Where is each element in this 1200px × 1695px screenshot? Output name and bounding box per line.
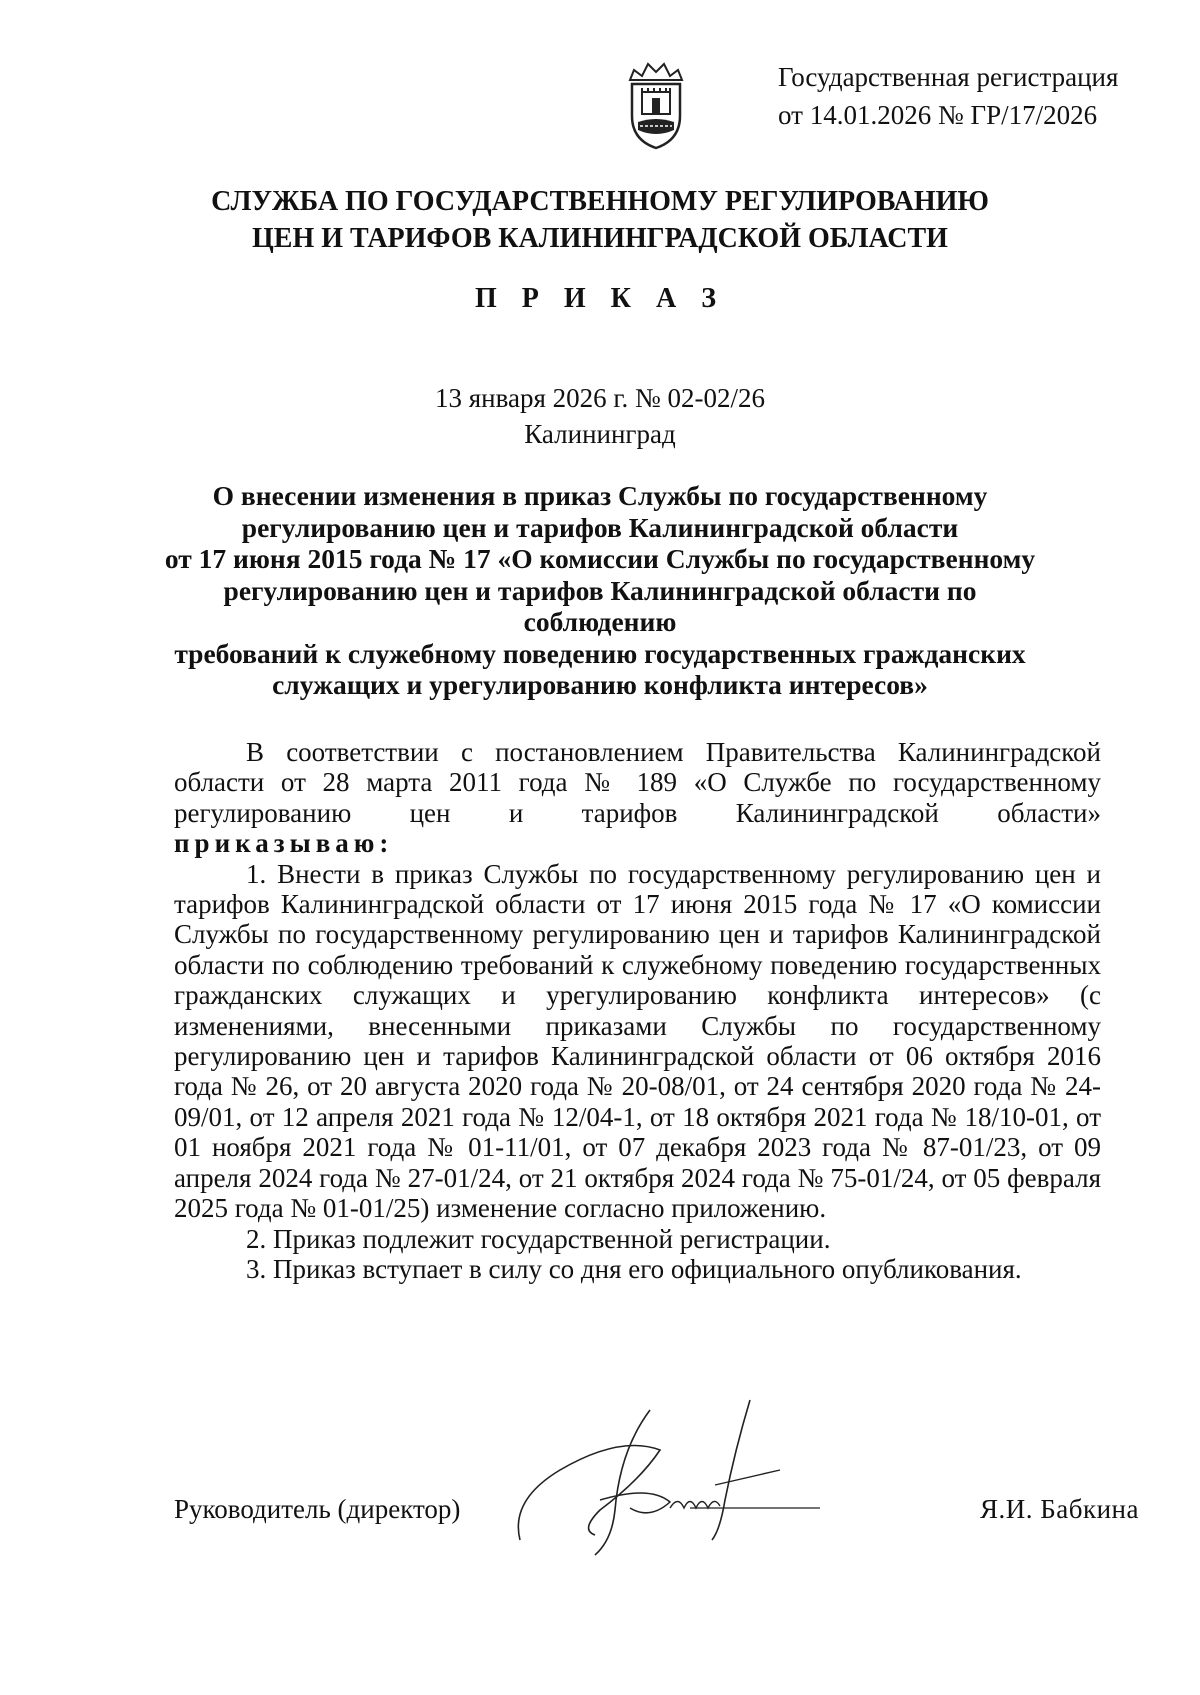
preamble — [174, 737, 1101, 828]
order-body — [174, 737, 1101, 1284]
handwritten-signature — [500, 1390, 860, 1570]
registration-number: от 14.01.2026 № ГР/17/2026 — [778, 100, 1098, 130]
subject-line: служащих и урегулированию конфликта интересов» — [272, 669, 928, 700]
signatory-title: Руководитель (директор) — [174, 1494, 461, 1524]
order-keyword-line — [174, 828, 1101, 858]
order-date-number: 13 января 2026 г. № 02-02/26 — [435, 383, 765, 413]
subject-line: О внесении изменения в приказ Службы по государственному — [212, 480, 988, 511]
registration-stamp — [778, 58, 1118, 134]
agency-name — [0, 183, 1200, 257]
preamble-text: В соответствии с постановлением Правительства Калининградской области от 28 марта 2011 года № 189 «О Службе по государственному регулированию цен и тарифов Калининградской области» — [174, 737, 1101, 828]
order-keyword: приказываю: — [174, 828, 394, 859]
agency-name-line-2: ЦЕН И ТАРИФОВ КАЛИНИНГРАДСКОЙ ОБЛАСТИ — [252, 223, 948, 254]
item-1: 1. Внести в приказ Службы по государственному регулированию цен и тарифов Калининградской области от 17 июня 2015 года № 17 «О комиссии Службы по государственному регулированию цен и тарифов Калининградской области по соблюдению требований к служебному поведению государственных гражданских служащих и урегулированию конфликта интересов» (с изменениями, внесенными приказами Службы по государственному регулированию цен и тарифов Калининградской области от 06 октября 2016 года № 26, от 20 августа 2020 года № 20-08/01, от 24 сентября 2020 года № 24-09/01, от 12 апреля 2021 года № 12/04-1, от 18 октября 2021 года № 18/10-01, от 01 ноября 2021 года № 01-11/01, от 07 декабря 2023 года № 87-01/23, от 09 апреля 2024 года № 27-01/24, от 21 октября 2024 года № 75-01/24, от 05 февраля 2025 года № 01-01/25) изменение согласно приложению. — [174, 858, 1101, 1224]
signatory-name: Я.И. Бабкина — [980, 1494, 1139, 1524]
item-2: 2. Приказ подлежит государственной регистрации. — [246, 1223, 831, 1254]
registration-label: Государственная регистрация — [778, 62, 1119, 92]
subject-line: требований к служебному поведению государственных гражданских — [174, 637, 1026, 669]
agency-name-line-1: СЛУЖБА ПО ГОСУДАРСТВЕННОМУ РЕГУЛИРОВАНИЮ — [211, 186, 989, 217]
order-subject — [150, 480, 1050, 701]
subject-line: регулированию цен и тарифов Калининградской области — [241, 511, 959, 543]
document-type: П Р И К А З — [475, 283, 725, 314]
subject-line: от 17 июня 2015 года № 17 «О комиссии Службы по государственному — [164, 543, 1036, 574]
subject-line: регулированию цен и тарифов Калининградской области по соблюдению — [223, 574, 977, 637]
coat-of-arms-icon — [620, 58, 692, 150]
date-and-location — [0, 380, 1200, 452]
city: Калининград — [524, 419, 676, 449]
item-3: 3. Приказ вступает в силу со дня его официального опубликования. — [246, 1253, 1022, 1284]
